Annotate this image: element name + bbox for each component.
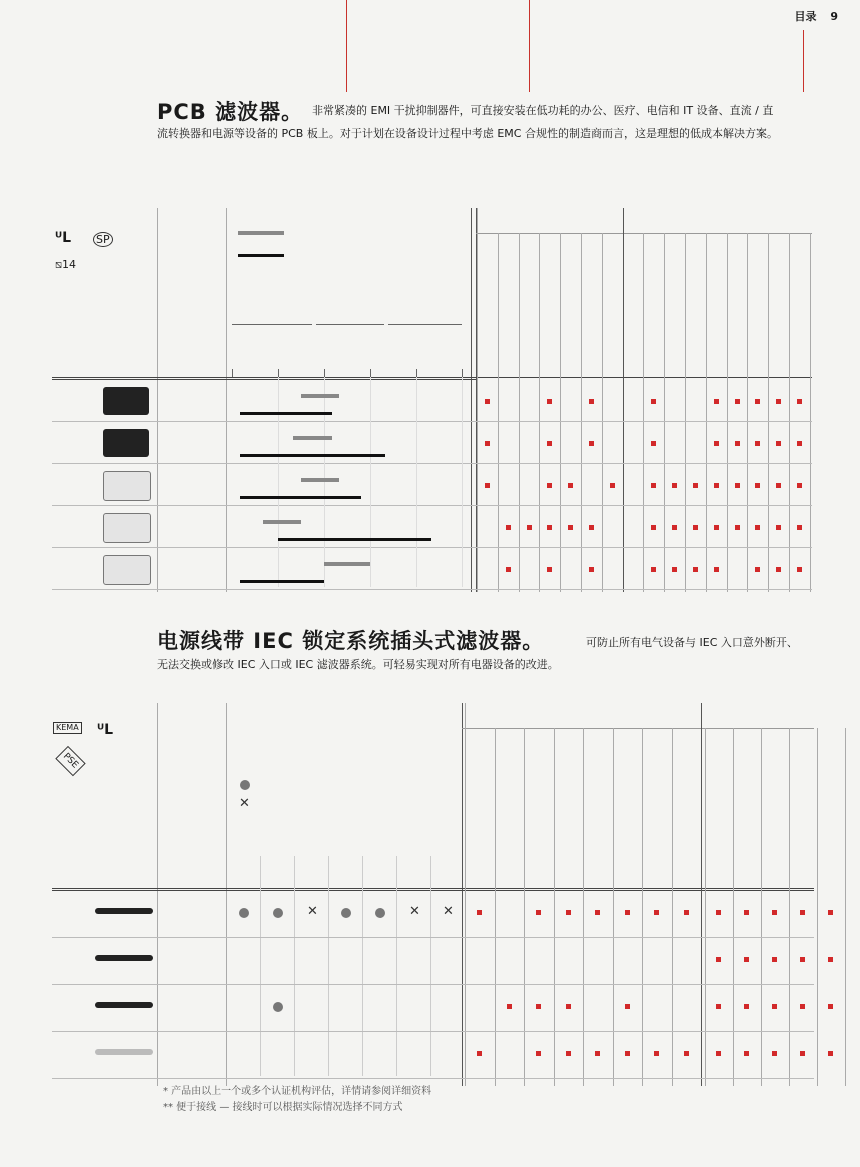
decor-line (346, 0, 347, 92)
rule-line (471, 208, 472, 592)
feature-dot (507, 1004, 512, 1009)
rule-line (519, 233, 520, 592)
rule-line (52, 589, 812, 590)
feature-dot (589, 525, 594, 530)
rule-line (664, 233, 665, 592)
rule-line (462, 703, 463, 1086)
rule-line (845, 728, 846, 1086)
rule-line (623, 208, 624, 592)
length-request-cross: ✕ (307, 904, 318, 919)
rule-line (157, 208, 158, 592)
rule-line (416, 377, 417, 587)
header-title: 目录 (794, 10, 817, 23)
footnote-2: ** 便于接线 — 接线时可以根据实际情况选择不同方式 (163, 1102, 403, 1113)
rule-line (52, 984, 814, 985)
rule-line (430, 856, 431, 1076)
feature-dot (547, 567, 552, 572)
rule-line (476, 377, 812, 378)
feature-dot (797, 525, 802, 530)
feature-dot (477, 910, 482, 915)
feature-dot (547, 483, 552, 488)
feature-dot (651, 441, 656, 446)
rule-line (226, 208, 227, 592)
rule-line (294, 856, 295, 1076)
feature-dot (800, 1004, 805, 1009)
rule-line (370, 377, 371, 587)
feature-dot (651, 399, 656, 404)
length-standard-dot (341, 908, 351, 918)
length-standard-dot (273, 1002, 283, 1012)
feature-dot (566, 1051, 571, 1056)
page-header (795, 8, 839, 24)
iec-desc-1: 可防止所有电气设备与 IEC 入口意外断开、 (586, 636, 798, 649)
rule-line (643, 233, 644, 592)
feature-dot (589, 441, 594, 446)
rule-line (260, 856, 261, 1076)
rule-line (157, 703, 158, 1086)
feature-dot (536, 1051, 541, 1056)
feature-dot (755, 567, 760, 572)
feature-dot (672, 483, 677, 488)
rule-line (278, 377, 279, 587)
feature-dot (776, 567, 781, 572)
rule-line (388, 324, 462, 325)
feature-dot (828, 910, 833, 915)
rule-line (52, 421, 812, 422)
rule-line (52, 1078, 814, 1079)
feature-dot (716, 957, 721, 962)
rule-line (278, 369, 279, 377)
rule-line (416, 369, 417, 377)
decor-line (529, 0, 530, 92)
feature-dot (797, 567, 802, 572)
feature-dot (755, 399, 760, 404)
feature-dot (485, 483, 490, 488)
page-number: 9 (830, 10, 838, 23)
feature-dot (744, 1051, 749, 1056)
feature-dot (595, 910, 600, 915)
feature-dot (735, 399, 740, 404)
length-request-cross: ✕ (443, 904, 454, 919)
feature-dot (828, 1004, 833, 1009)
rule-line (465, 703, 466, 1086)
feature-dot (714, 567, 719, 572)
feature-dot (744, 957, 749, 962)
pcb-title: PCB 滤波器。 (157, 100, 304, 124)
rule-line (583, 728, 584, 1086)
rule-line (672, 728, 673, 1086)
rule-line (52, 377, 476, 378)
current-bar (240, 496, 361, 499)
rule-line (226, 703, 227, 1086)
feature-dot (800, 957, 805, 962)
feature-dot (800, 1051, 805, 1056)
feature-dot (735, 483, 740, 488)
current-bar (240, 412, 332, 415)
feature-dot (776, 483, 781, 488)
feature-dot (744, 910, 749, 915)
feature-dot (693, 525, 698, 530)
feature-dot (714, 441, 719, 446)
legend-current-swatch (238, 254, 284, 257)
length-standard-dot (273, 908, 283, 918)
rule-line (495, 728, 496, 1086)
rule-line (498, 233, 499, 592)
feature-dot (651, 483, 656, 488)
feature-dot (755, 525, 760, 530)
rule-line (462, 369, 463, 377)
feature-dot (566, 1004, 571, 1009)
feature-dot (755, 483, 760, 488)
product-image (95, 908, 153, 914)
feature-dot (506, 525, 511, 530)
csa-logo: SP (93, 232, 113, 247)
rule-line (524, 728, 525, 1086)
rule-line (789, 233, 790, 592)
feature-dot (714, 525, 719, 530)
legend-standard-dot (240, 780, 250, 790)
feature-dot (714, 399, 719, 404)
pse-logo: PSE (55, 746, 85, 776)
rule-line (705, 728, 706, 1086)
feature-dot (672, 525, 677, 530)
product-image (103, 513, 151, 543)
feature-dot (654, 910, 659, 915)
rule-line (52, 379, 476, 380)
current-bar (240, 580, 324, 583)
product-image (95, 955, 153, 961)
feature-dot (797, 483, 802, 488)
feature-dot (684, 910, 689, 915)
rule-line (768, 233, 769, 592)
feature-dot (595, 1051, 600, 1056)
feature-dot (776, 399, 781, 404)
rule-line (727, 233, 728, 592)
feature-dot (672, 567, 677, 572)
feature-dot (485, 441, 490, 446)
feature-dot (735, 525, 740, 530)
feature-dot (477, 1051, 482, 1056)
feature-dot (828, 957, 833, 962)
decor-line (803, 30, 804, 92)
current-bar (278, 538, 431, 541)
feature-dot (651, 525, 656, 530)
rule-line (324, 369, 325, 377)
rule-line (462, 377, 463, 587)
feature-dot (714, 483, 719, 488)
feature-dot (684, 1051, 689, 1056)
feature-dot (610, 483, 615, 488)
attenuation-bar (263, 520, 301, 524)
rule-line (685, 233, 686, 592)
feature-dot (625, 910, 630, 915)
feature-dot (716, 1051, 721, 1056)
rule-line (52, 463, 812, 464)
ul-recognized-logo: ⧅14 (55, 258, 76, 271)
feature-dot (772, 957, 777, 962)
legend-request-cross: ✕ (239, 796, 250, 811)
pcb-desc-2: 流转换器和电源等设备的 PCB 板上。对于计划在设备设计过程中考虑 EMC 合规性的制造商而言，这是理想的低成本解决方案。 (157, 127, 778, 140)
rule-line (232, 369, 233, 377)
feature-dot (828, 1051, 833, 1056)
feature-dot (716, 910, 721, 915)
feature-dot (566, 910, 571, 915)
feature-dot (589, 567, 594, 572)
feature-dot (536, 1004, 541, 1009)
feature-dot (755, 441, 760, 446)
rule-line (462, 728, 814, 729)
attenuation-bar (301, 478, 339, 482)
feature-dot (568, 525, 573, 530)
rule-line (817, 728, 818, 1086)
rule-line (52, 547, 812, 548)
rule-line (761, 728, 762, 1086)
feature-dot (654, 1051, 659, 1056)
length-standard-dot (239, 908, 249, 918)
rule-line (52, 937, 814, 938)
feature-dot (506, 567, 511, 572)
footnote-1: * 产品由以上一个或多个认证机构评估，详情请参阅详细资料 (163, 1086, 432, 1097)
feature-dot (797, 441, 802, 446)
feature-dot (625, 1004, 630, 1009)
feature-dot (800, 910, 805, 915)
feature-dot (547, 441, 552, 446)
feature-dot (735, 441, 740, 446)
rule-line (476, 208, 477, 592)
rule-line (747, 233, 748, 592)
iec-desc-2: 无法交换或修改 IEC 入口或 IEC 滤波器系统。可轻易实现对所有电器设备的改进。 (157, 658, 559, 671)
product-image (95, 1002, 153, 1008)
rule-line (701, 728, 702, 1086)
ul-logo: ᵁL (97, 722, 114, 738)
current-bar (240, 454, 386, 457)
rule-line (560, 233, 561, 592)
product-image (103, 555, 151, 585)
rule-line (733, 728, 734, 1086)
feature-dot (547, 399, 552, 404)
rule-line (613, 728, 614, 1086)
rule-line (642, 728, 643, 1086)
attenuation-bar (324, 562, 370, 566)
feature-dot (651, 567, 656, 572)
product-image (103, 471, 151, 501)
feature-dot (776, 525, 781, 530)
feature-dot (744, 1004, 749, 1009)
rule-line (476, 233, 812, 234)
rule-line (328, 856, 329, 1076)
rule-line (539, 233, 540, 592)
feature-dot (693, 567, 698, 572)
attenuation-bar (301, 394, 339, 398)
feature-dot (772, 1051, 777, 1056)
feature-dot (547, 525, 552, 530)
attenuation-bar (293, 436, 331, 440)
feature-dot (797, 399, 802, 404)
feature-dot (536, 910, 541, 915)
rule-line (52, 505, 812, 506)
rule-line (810, 233, 811, 592)
feature-dot (772, 910, 777, 915)
ul-logo: ᵁL (55, 230, 72, 246)
rule-line (362, 856, 363, 1076)
feature-dot (693, 483, 698, 488)
iec-title: 电源线带 IEC 锁定系统插头式滤波器。 (157, 629, 545, 653)
rule-line (396, 856, 397, 1076)
rule-line (581, 233, 582, 592)
rule-line (232, 324, 312, 325)
rule-line (477, 208, 478, 592)
feature-dot (776, 441, 781, 446)
product-image (103, 387, 149, 415)
feature-dot (527, 525, 532, 530)
feature-dot (589, 399, 594, 404)
rule-line (52, 888, 814, 889)
feature-dot (625, 1051, 630, 1056)
rule-line (701, 703, 702, 1086)
rule-line (316, 324, 384, 325)
length-standard-dot (375, 908, 385, 918)
length-request-cross: ✕ (409, 904, 420, 919)
feature-dot (716, 1004, 721, 1009)
product-image (95, 1049, 153, 1055)
rule-line (706, 233, 707, 592)
product-image (103, 429, 149, 457)
feature-dot (568, 483, 573, 488)
rule-line (370, 369, 371, 377)
feature-dot (772, 1004, 777, 1009)
feature-dot (485, 399, 490, 404)
rule-line (789, 728, 790, 1086)
rule-line (554, 728, 555, 1086)
kema-logo: KEMA (53, 722, 82, 734)
rule-line (52, 1031, 814, 1032)
rule-line (324, 377, 325, 587)
rule-line (602, 233, 603, 592)
pcb-desc-1: 非常紧凑的 EMI 干扰抑制器件，可直接安装在低功耗的办公、医疗、电信和 IT 设备、直流 / 直 (312, 104, 774, 117)
rule-line (52, 890, 814, 891)
legend-attenuation-swatch (238, 231, 284, 235)
